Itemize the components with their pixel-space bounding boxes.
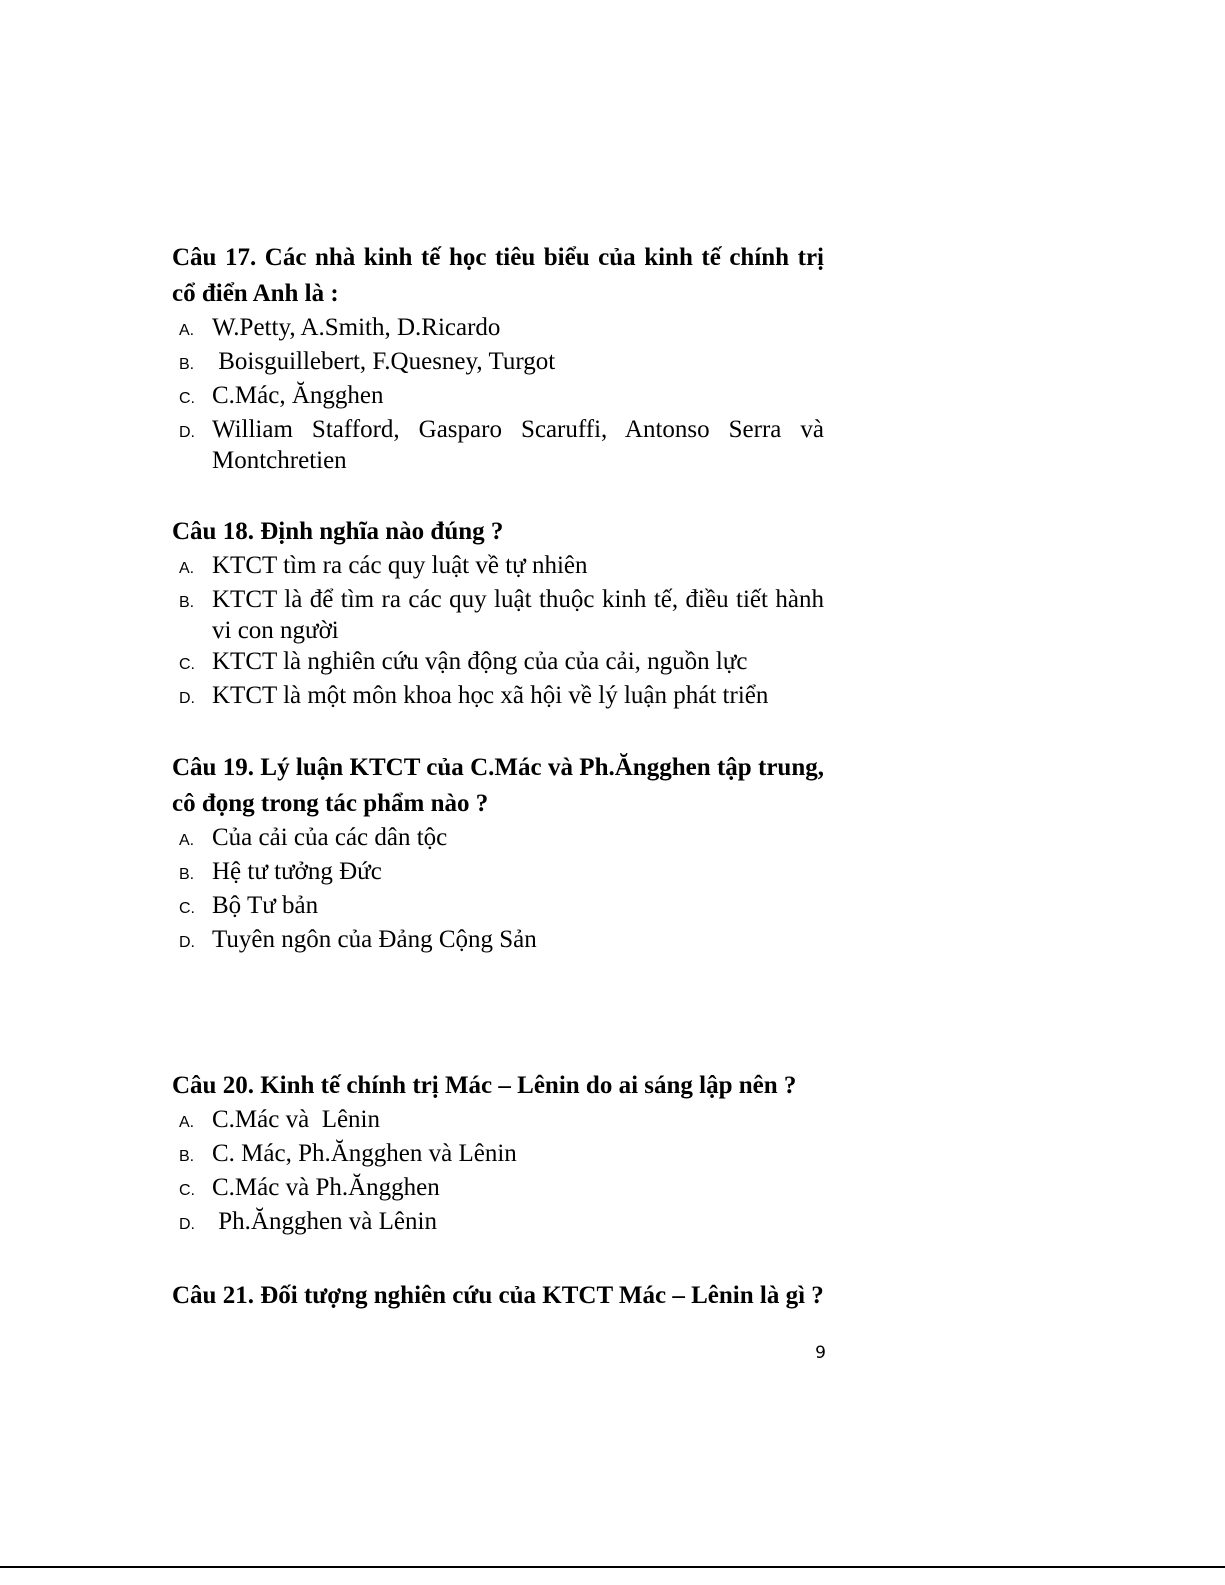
page-bottom-divider — [0, 1566, 1225, 1568]
option-letter: D. — [179, 690, 195, 707]
option-letter: D. — [179, 424, 195, 441]
answer-option-c — [172, 380, 824, 414]
option-text: William Stafford, Gasparo Scaruffi, Antonso Serra và Montchretien — [212, 416, 831, 474]
option-letter: C. — [179, 1182, 195, 1199]
answer-option-b — [172, 856, 824, 890]
option-text: KTCT là nghiên cứu vận động của của cải, nguồn lực — [212, 648, 748, 675]
answer-option-d — [172, 680, 824, 714]
answer-option-a — [172, 822, 824, 856]
option-letter: C. — [179, 656, 195, 673]
question-title: Câu 17. Các nhà kinh tế học tiêu biểu của kinh tế chính trị cổ điển Anh là : — [172, 244, 824, 307]
question-title: Câu 21. Đối tượng nghiên cứu của KTCT Mác – Lênin là gì ? — [172, 1282, 824, 1309]
answer-options — [172, 1104, 824, 1240]
answer-option-a — [172, 1104, 824, 1138]
option-letter: A. — [179, 1114, 195, 1131]
question-20 — [172, 1068, 824, 1240]
option-letter: B. — [179, 866, 195, 883]
option-text: Boisguillebert, F.Quesney, Turgot — [212, 348, 556, 375]
option-letter: A. — [179, 322, 195, 339]
option-text: Của cải của các dân tộc — [212, 824, 448, 851]
answer-option-d — [172, 1206, 824, 1240]
option-text: Hệ tư tưởng Đức — [212, 858, 382, 885]
document-body — [172, 240, 831, 1314]
answer-options — [172, 822, 824, 958]
option-letter: B. — [179, 1148, 195, 1165]
option-letter: B. — [179, 356, 195, 373]
answer-option-a — [172, 550, 824, 584]
option-text: C.Mác và Ph.Ăngghen — [212, 1174, 440, 1201]
option-letter: D. — [179, 1216, 195, 1233]
answer-option-a — [172, 312, 824, 346]
option-letter: D. — [179, 934, 195, 951]
question-19 — [172, 750, 824, 958]
option-letter: C. — [179, 390, 195, 407]
answer-options — [172, 550, 831, 714]
option-letter: A. — [179, 560, 195, 577]
option-text: KTCT là để tìm ra các quy luật thuộc kinh tế, điều tiết hành vi con người — [212, 586, 831, 644]
option-text: KTCT tìm ra các quy luật về tự nhiên — [212, 552, 588, 579]
option-text: Bộ Tư bản — [212, 892, 319, 919]
option-letter: A. — [179, 832, 195, 849]
question-title: Câu 19. Lý luận KTCT của C.Mác và Ph.Ăngghen tập trung, cô đọng trong tác phẩm nào ? — [172, 754, 824, 817]
option-text: Ph.Ăngghen và Lênin — [212, 1208, 437, 1235]
answer-option-b — [172, 346, 824, 380]
answer-options — [172, 312, 831, 476]
option-text: Tuyên ngôn của Đảng Cộng Sản — [212, 926, 537, 953]
answer-option-c — [172, 1172, 824, 1206]
answer-option-d — [172, 414, 831, 476]
option-text: KTCT là một môn khoa học xã hội về lý luận phát triển — [212, 682, 769, 709]
answer-option-b — [172, 1138, 824, 1172]
question-title: Câu 18. Định nghĩa nào đúng ? — [172, 518, 504, 545]
answer-option-b — [172, 584, 831, 646]
option-letter: C. — [179, 900, 195, 917]
option-text: C.Mác, Ăngghen — [212, 382, 384, 409]
question-17 — [172, 240, 831, 476]
question-21 — [172, 1278, 824, 1314]
option-text: C. Mác, Ph.Ăngghen và Lênin — [212, 1140, 517, 1167]
option-text: C.Mác và Lênin — [212, 1106, 381, 1133]
answer-option-c — [172, 890, 824, 924]
option-text: W.Petty, A.Smith, D.Ricardo — [212, 314, 501, 341]
page-number: 9 — [815, 1343, 826, 1363]
answer-option-c — [172, 646, 824, 680]
option-letter: B. — [179, 594, 195, 611]
answer-option-d — [172, 924, 824, 958]
question-18 — [172, 514, 831, 714]
question-title: Câu 20. Kinh tế chính trị Mác – Lênin do ai sáng lập nên ? — [172, 1072, 797, 1099]
